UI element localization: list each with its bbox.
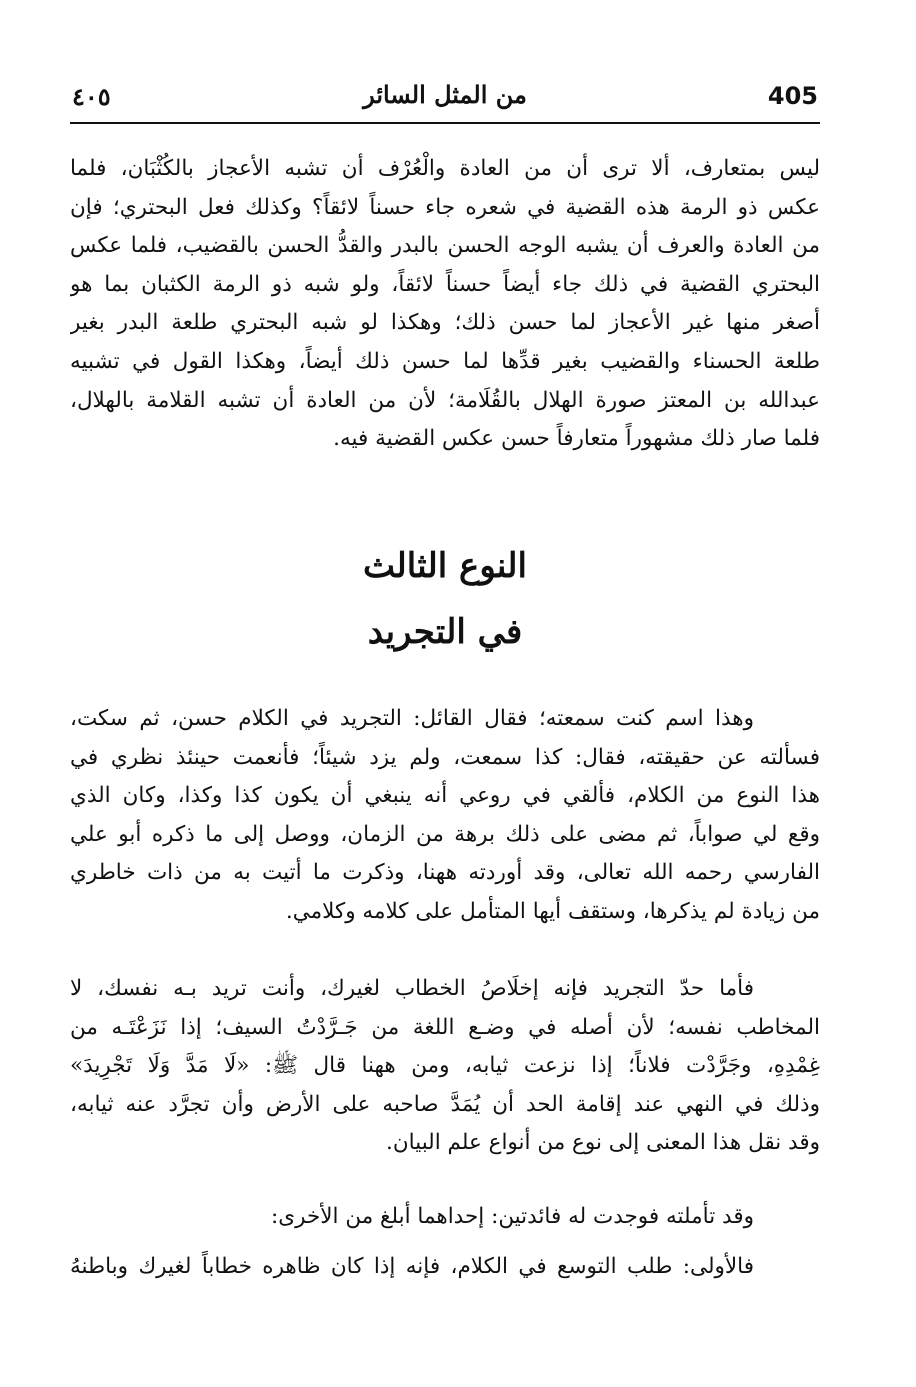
text-line: فلما صار ذلك مشهوراً متعارفاً حسن عكس القضية فيه.: [333, 426, 820, 452]
text-line: وذلك في النهي عند إقامة الحد أن يُمَدَّ صاحبه على الأرض وأن تجرَّد عنه ثيابه،: [70, 1091, 820, 1117]
text-line: الفارسي رحمه الله تعالى، وقد أوردته ههنا، وذكرت ما أتيت به من ذات خاطري: [70, 860, 820, 886]
text-line: فأما حدّ التجريد فإنه إخلَاصُ الخطاب لغيرك، وأنت تريد بـه نفسك، لا: [70, 976, 754, 1001]
text-line: وقد تأملته فوجدت له فائدتين: إحداهما أبلغ من الأخرى:: [271, 1204, 754, 1229]
text-line: عبدالله بن المعتز صورة الهلال بالقُلَامة؛ لأن من العادة أن تشبه القلامة بالهلال،: [70, 387, 820, 413]
text-line: طلعة الحسناء والقضيب بغير قدِّها لما حسن ذلك أيضاً، وهكذا القول في تشبيه: [70, 348, 820, 374]
text-line: عكس ذو الرمة هذه القضية في شعره جاء حسناً لائقاً؟ وكذلك فعل البحتري؛ فإن: [70, 194, 820, 220]
text-line: أصغر منها غير الأعجاز لما حسن ذلك؛ وهكذا لو شبه البحتري طلعة البدر بغير: [70, 310, 820, 336]
header-rule: [70, 122, 820, 124]
paragraph-2: [70, 700, 820, 932]
chapter-heading: النوع الثالث: [363, 546, 527, 586]
text-line: فالأولى: طلب التوسع في الكلام، فإنه إذا كان ظاهره خطاباً لغيرك وباطنهُ: [70, 1254, 754, 1279]
text-line: وهذا اسم كنت سمعته؛ فقال القائل: التجريد في الكلام حسن، ثم سكت،: [70, 706, 754, 731]
chapter-subheading: في التجريد: [367, 612, 523, 652]
text-line: من زيادة لم يذكرها، وستقف أيها المتأمل على كلامه وكلامي.: [285, 898, 820, 924]
paragraph-5: [70, 1248, 820, 1287]
text-line: وقد نقل هذا المعنى إلى نوع من أنواع علم البيان.: [386, 1130, 820, 1156]
text-line: وقع لي صواباً، ثم مضى على ذلك برهة من الزمان، ووصل إلى ما ذكره أبو علي: [70, 821, 820, 847]
text-line: غِمْدِهِ، وجَرَّدْت فلاناً؛ إذا نزعت ثيابه، ومن ههنا قال ﷺ: «لَا مَدَّ وَلَا تَجْرِيدَ»: [70, 1053, 820, 1079]
text-line: المخاطب نفسه؛ لأن أصله في وضـع اللغة من جَـرَّدْتُ السيف؛ إذا نَزَعْتَـه من: [70, 1014, 820, 1040]
page-number-arabic: ٤٠٥: [72, 82, 111, 111]
text-line: من العادة والعرف أن يشبه الوجه الحسن بالبدر والقدُّ الحسن بالقضيب، فلما عكس: [70, 233, 820, 259]
page-number-latin: 405: [767, 82, 818, 110]
page-header: [70, 76, 820, 116]
text-line: هذا النوع من الكلام، فألقي في روعي أنه ينبغي أن يكون كذا وكذا، وكان الذي: [70, 783, 820, 809]
paragraph-3: [70, 970, 820, 1163]
text-line: البحتري القضية في ذلك جاء أيضاً حسناً لائقاً، ولو شبه ذو الرمة الكثبان بما هو: [70, 271, 820, 297]
text-line: فسألته عن حقيقته، فقال: كذا سمعت، ولم يزد شيئاً؛ فأنعمت حينئذ نظري في: [70, 744, 820, 770]
text-line: ليس بمتعارف، ألا ترى أن من العادة والْعُرْف أن تشبه الأعجاز بالكُثْبَان، فلما: [70, 156, 820, 181]
paragraph-1: [70, 150, 820, 459]
running-title: من المثل السائر: [363, 80, 527, 109]
paragraph-4: [70, 1198, 820, 1237]
